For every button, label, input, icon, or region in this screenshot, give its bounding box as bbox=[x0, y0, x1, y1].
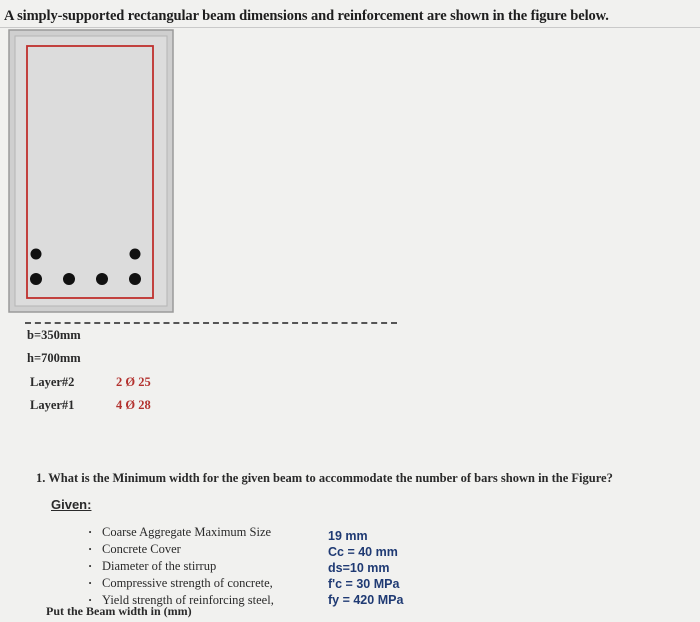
bullet-icon: · bbox=[88, 525, 93, 539]
width-dimension: b=350mm bbox=[27, 328, 81, 342]
given-heading: Given: bbox=[51, 497, 92, 512]
problem-title: A simply-supported rectangular beam dimensions and reinforcement are shown in the figure below. bbox=[4, 8, 609, 24]
bullet-icon: · bbox=[88, 576, 93, 590]
concrete-strength-value: f'c = 30 MPa bbox=[328, 577, 400, 591]
given-item-label: Compressive strength of concrete, bbox=[102, 576, 273, 590]
given-values bbox=[328, 528, 403, 608]
question-text: 1. What is the Minimum width for the given beam to accommodate the number of bars shown in the Figure? bbox=[36, 471, 613, 485]
steel-yield-value: fy = 420 MPa bbox=[328, 593, 404, 607]
rebar-25mm bbox=[31, 249, 42, 260]
rebar-25mm bbox=[130, 249, 141, 260]
layer-1-label: Layer#1 bbox=[30, 398, 75, 412]
given-item bbox=[88, 524, 274, 541]
layer-2-label: Layer#2 bbox=[30, 375, 75, 389]
given-list bbox=[88, 524, 274, 609]
given-item bbox=[88, 575, 274, 592]
rebar-28mm bbox=[96, 273, 108, 285]
bullet-icon: · bbox=[88, 593, 93, 607]
height-dimension: h=700mm bbox=[27, 351, 81, 365]
bullet-icon: · bbox=[88, 542, 93, 556]
answer-prompt: Put the Beam width in (mm) bbox=[46, 604, 192, 618]
given-item bbox=[88, 558, 274, 575]
rebar-28mm bbox=[129, 273, 141, 285]
layer-2-reinforcement: 2 Ø 25 bbox=[116, 375, 151, 389]
rebar-28mm bbox=[30, 273, 42, 285]
aggregate-size-value: 19 mm bbox=[328, 529, 368, 543]
bullet-icon: · bbox=[88, 559, 93, 573]
rebar-28mm bbox=[63, 273, 75, 285]
given-item bbox=[88, 541, 274, 558]
concrete-cover-value: Cc = 40 mm bbox=[328, 545, 398, 559]
layer-1-reinforcement: 4 Ø 28 bbox=[116, 398, 151, 412]
stirrup-diameter-value: ds=10 mm bbox=[328, 561, 390, 575]
given-item-label: Yield strength of reinforcing steel, bbox=[102, 593, 274, 607]
beam-section-inner bbox=[15, 36, 167, 306]
given-item-label: Concrete Cover bbox=[102, 542, 181, 556]
beam-cross-section-figure bbox=[0, 28, 180, 318]
given-item-label: Coarse Aggregate Maximum Size bbox=[102, 525, 272, 539]
given-item-label: Diameter of the stirrup bbox=[102, 559, 217, 573]
section-cut-line bbox=[25, 322, 397, 324]
